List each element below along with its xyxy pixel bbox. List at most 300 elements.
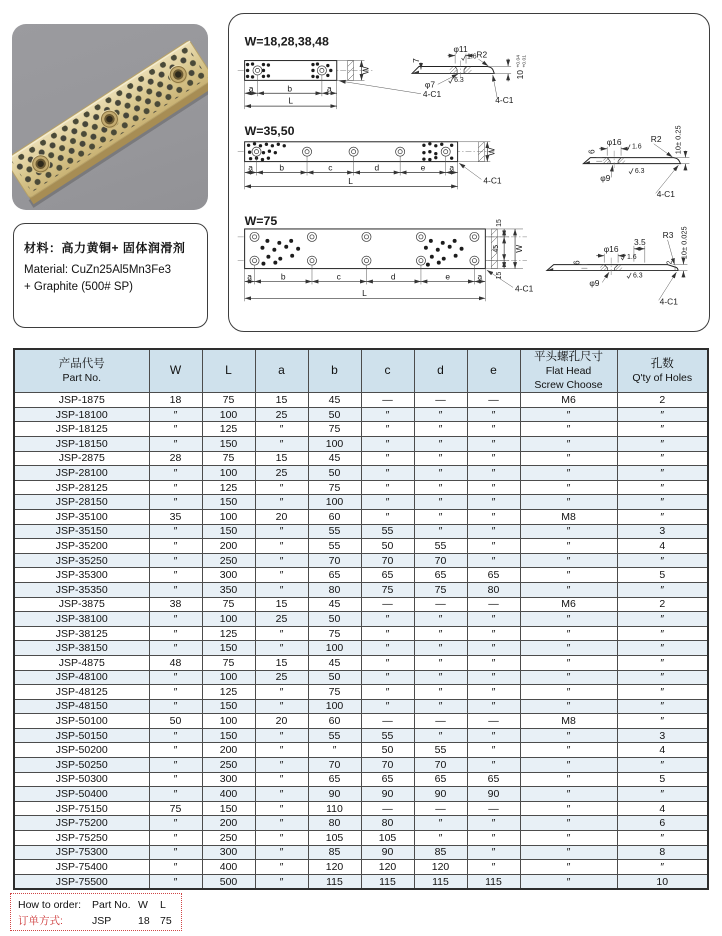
cell-L: 100 — [202, 670, 255, 685]
cell-L: 75 — [202, 451, 255, 466]
cell-holes: ″ — [617, 699, 708, 714]
cell-part-no: JSP-48100 — [14, 670, 149, 685]
cell-a: ″ — [255, 801, 308, 816]
cell-c: 65 — [361, 772, 414, 787]
cell-W: ″ — [149, 772, 202, 787]
cell-a: 20 — [255, 714, 308, 729]
cell-W: ″ — [149, 568, 202, 583]
cell-e: ″ — [467, 626, 520, 641]
drawing-w35-50 — [238, 124, 690, 199]
cell-W: ″ — [149, 612, 202, 627]
table-row — [14, 437, 708, 452]
cell-screw: ″ — [520, 437, 617, 452]
cell-d: ″ — [414, 480, 467, 495]
cell-W: ″ — [149, 728, 202, 743]
cell-L: 400 — [202, 860, 255, 875]
cell-part-no: JSP-38150 — [14, 641, 149, 656]
cell-part-no: JSP-38100 — [14, 612, 149, 627]
cell-b: ″ — [308, 743, 361, 758]
cell-screw: ″ — [520, 641, 617, 656]
cell-a: ″ — [255, 524, 308, 539]
cell-b: 45 — [308, 451, 361, 466]
table-row — [14, 874, 708, 889]
cell-screw: M6 — [520, 597, 617, 612]
cell-a: ″ — [255, 437, 308, 452]
cell-W: ″ — [149, 685, 202, 700]
table-row — [14, 816, 708, 831]
cell-b: 50 — [308, 407, 361, 422]
cell-screw: ″ — [520, 801, 617, 816]
dim-W: W — [513, 244, 524, 253]
cell-b: 55 — [308, 524, 361, 539]
cell-part-no: JSP-18100 — [14, 407, 149, 422]
dim-a1: a — [248, 83, 254, 94]
finish-bottom: 6.3 — [454, 76, 464, 84]
cell-d: ″ — [414, 437, 467, 452]
cell-W: ″ — [149, 553, 202, 568]
table-row — [14, 626, 708, 641]
cell-screw: ″ — [520, 772, 617, 787]
cell-b: 50 — [308, 466, 361, 481]
cell-part-no: JSP-28150 — [14, 495, 149, 510]
cell-e: ″ — [467, 845, 520, 860]
cell-a: ″ — [255, 699, 308, 714]
cell-part-no: JSP-48150 — [14, 699, 149, 714]
col-header-e: e — [467, 349, 520, 393]
cell-d: ″ — [414, 699, 467, 714]
cell-b: 75 — [308, 685, 361, 700]
drawing3-title: W=75 — [244, 213, 278, 228]
cell-e: ″ — [467, 422, 520, 437]
cell-W: ″ — [149, 874, 202, 889]
cell-W: 28 — [149, 451, 202, 466]
cell-screw: ″ — [520, 874, 617, 889]
cell-part-no: JSP-50200 — [14, 743, 149, 758]
cell-d: ″ — [414, 451, 467, 466]
cell-e: ″ — [467, 670, 520, 685]
cell-e: ″ — [467, 495, 520, 510]
cell-W: 50 — [149, 714, 202, 729]
cell-part-no: JSP-1875 — [14, 393, 149, 408]
cell-e: ″ — [467, 816, 520, 831]
cell-L: 500 — [202, 874, 255, 889]
cell-W: 35 — [149, 509, 202, 524]
cell-holes: ″ — [617, 466, 708, 481]
cell-c: — — [361, 801, 414, 816]
table-row — [14, 612, 708, 627]
dim-a1: a — [248, 162, 253, 173]
cell-e: ″ — [467, 612, 520, 627]
cell-screw: M8 — [520, 714, 617, 729]
cell-part-no: JSP-3875 — [14, 597, 149, 612]
dim-b: b — [287, 83, 293, 94]
cell-screw: ″ — [520, 845, 617, 860]
cell-d: ″ — [414, 466, 467, 481]
cell-holes: ″ — [617, 509, 708, 524]
cell-L: 100 — [202, 466, 255, 481]
cell-a: ″ — [255, 641, 308, 656]
cell-screw: ″ — [520, 728, 617, 743]
dim-chamfer-length: 3.5 — [634, 236, 646, 247]
table-row — [14, 655, 708, 670]
dim-d: d — [390, 271, 396, 282]
cell-c: ″ — [361, 407, 414, 422]
cell-b: 60 — [308, 714, 361, 729]
cell-W: ″ — [149, 758, 202, 773]
cell-d: ″ — [414, 728, 467, 743]
cell-W: ″ — [149, 860, 202, 875]
cell-L: 150 — [202, 495, 255, 510]
order-example-W: 18 — [138, 915, 150, 928]
cell-part-no: JSP-75300 — [14, 845, 149, 860]
cell-L: 200 — [202, 816, 255, 831]
cell-a: 25 — [255, 466, 308, 481]
cell-c: 75 — [361, 582, 414, 597]
cell-a: 25 — [255, 612, 308, 627]
cell-e: ″ — [467, 437, 520, 452]
dim-a2: a — [326, 83, 332, 94]
cell-a: ″ — [255, 553, 308, 568]
table-row — [14, 597, 708, 612]
cell-d: ″ — [414, 685, 467, 700]
cell-holes: ″ — [617, 451, 708, 466]
cell-part-no: JSP-50150 — [14, 728, 149, 743]
cell-L: 300 — [202, 845, 255, 860]
col-header-d: d — [414, 349, 467, 393]
cell-b: 45 — [308, 597, 361, 612]
cell-L: 125 — [202, 422, 255, 437]
cell-screw: ″ — [520, 758, 617, 773]
cell-holes: ″ — [617, 480, 708, 495]
cell-d: ″ — [414, 641, 467, 656]
cell-e: ″ — [467, 407, 520, 422]
cell-screw: ″ — [520, 553, 617, 568]
chamfer-label: 4-C1 — [483, 175, 502, 186]
table-row — [14, 787, 708, 802]
cell-W: ″ — [149, 582, 202, 597]
cell-W: ″ — [149, 699, 202, 714]
cell-holes: ″ — [617, 407, 708, 422]
cell-screw: ″ — [520, 699, 617, 714]
dim-countersink-depth: 6 — [586, 149, 597, 155]
cell-holes: 2 — [617, 597, 708, 612]
table-row — [14, 728, 708, 743]
cell-b: 100 — [308, 699, 361, 714]
cell-a: ″ — [255, 539, 308, 554]
dim-margin-bottom: 15 — [496, 271, 504, 280]
cell-c: ″ — [361, 466, 414, 481]
cell-L: 400 — [202, 787, 255, 802]
dim-hole-dia: φ7 — [424, 79, 436, 90]
cell-W: ″ — [149, 743, 202, 758]
cell-b: 45 — [308, 393, 361, 408]
cell-holes: ″ — [617, 787, 708, 802]
cell-d: ″ — [414, 816, 467, 831]
cell-L: 125 — [202, 480, 255, 495]
cell-W: ″ — [149, 845, 202, 860]
cell-e: — — [467, 714, 520, 729]
cell-a: ″ — [255, 860, 308, 875]
cell-b: 75 — [308, 480, 361, 495]
cell-d: 90 — [414, 787, 467, 802]
drawing1-title: W=18,28,38,48 — [244, 34, 329, 49]
cell-b: 45 — [308, 655, 361, 670]
cell-c: ″ — [361, 480, 414, 495]
cell-holes: ″ — [617, 582, 708, 597]
cell-e: ″ — [467, 553, 520, 568]
table-row — [14, 466, 708, 481]
cell-e: ″ — [467, 685, 520, 700]
cell-d: ″ — [414, 670, 467, 685]
cell-holes: ″ — [617, 831, 708, 846]
cell-holes: 6 — [617, 816, 708, 831]
cell-L: 75 — [202, 393, 255, 408]
order-example-L: 75 — [160, 915, 172, 928]
cell-c: ″ — [361, 495, 414, 510]
cell-W: 18 — [149, 393, 202, 408]
order-example-prefix: JSP — [92, 915, 112, 928]
cell-part-no: JSP-48125 — [14, 685, 149, 700]
cell-screw: ″ — [520, 743, 617, 758]
cell-L: 200 — [202, 743, 255, 758]
dim-radius: R2 — [476, 49, 488, 60]
cell-holes: 4 — [617, 743, 708, 758]
cell-a: ″ — [255, 816, 308, 831]
table-row — [14, 524, 708, 539]
cell-e: 65 — [467, 568, 520, 583]
cell-part-no: JSP-75400 — [14, 860, 149, 875]
cell-c: ″ — [361, 451, 414, 466]
table-row — [14, 845, 708, 860]
table-row — [14, 641, 708, 656]
cell-d: — — [414, 714, 467, 729]
cell-holes: 2 — [617, 393, 708, 408]
material-text-en2: + Graphite (500# SP) — [24, 280, 133, 293]
technical-drawings-panel — [228, 13, 710, 332]
cell-c: 55 — [361, 524, 414, 539]
cell-L: 350 — [202, 582, 255, 597]
cell-W: ″ — [149, 422, 202, 437]
cell-c: 70 — [361, 553, 414, 568]
dim-c: c — [328, 162, 333, 173]
cell-L: 250 — [202, 758, 255, 773]
cell-holes: 5 — [617, 772, 708, 787]
finish-top: 1.6 — [626, 254, 637, 262]
order-label-en: How to order: — [18, 899, 82, 911]
dim-c: c — [336, 271, 341, 282]
table-row — [14, 393, 708, 408]
cell-d: 55 — [414, 539, 467, 554]
col-header-c: c — [361, 349, 414, 393]
table-row — [14, 670, 708, 685]
chamfer-side-label: 4-C1 — [659, 296, 678, 307]
cell-c: 90 — [361, 845, 414, 860]
dim-radius: R3 — [662, 229, 674, 240]
cell-holes: ″ — [617, 553, 708, 568]
cell-c: ″ — [361, 626, 414, 641]
cell-screw: ″ — [520, 626, 617, 641]
cell-screw: ″ — [520, 612, 617, 627]
cell-c: 50 — [361, 743, 414, 758]
cell-c: — — [361, 393, 414, 408]
cell-c: ″ — [361, 437, 414, 452]
cell-screw: ″ — [520, 831, 617, 846]
table-row — [14, 422, 708, 437]
cell-part-no: JSP-75150 — [14, 801, 149, 816]
cell-b: 80 — [308, 582, 361, 597]
cell-b: 100 — [308, 437, 361, 452]
finish-bottom: 6.3 — [634, 167, 645, 175]
drawing2-title: W=35,50 — [244, 123, 295, 138]
order-label-zh: 订单方式: — [18, 915, 63, 928]
cell-part-no: JSP-28125 — [14, 480, 149, 495]
cell-W: 48 — [149, 655, 202, 670]
cell-a: ″ — [255, 728, 308, 743]
cell-W: ″ — [149, 407, 202, 422]
cell-c: ″ — [361, 655, 414, 670]
col-header-holes: 孔数 Q'ty of Holes — [617, 349, 708, 393]
cell-part-no: JSP-50250 — [14, 758, 149, 773]
cell-e: ″ — [467, 451, 520, 466]
cell-a: ″ — [255, 685, 308, 700]
cell-e: — — [467, 801, 520, 816]
cell-L: 100 — [202, 714, 255, 729]
cell-e: ″ — [467, 758, 520, 773]
dim-L: L — [362, 287, 367, 298]
dim-countersink-dia: φ16 — [606, 137, 622, 148]
cell-screw: ″ — [520, 524, 617, 539]
cell-e: ″ — [467, 728, 520, 743]
dim-a2: a — [449, 162, 455, 173]
finish-top: 1.6 — [631, 143, 642, 151]
cell-a: ″ — [255, 422, 308, 437]
cell-holes: ″ — [617, 641, 708, 656]
dim-L: L — [348, 175, 353, 186]
cell-c: 80 — [361, 816, 414, 831]
chamfer-label: 4-C1 — [515, 283, 534, 294]
cell-c: 65 — [361, 568, 414, 583]
cell-b: 110 — [308, 801, 361, 816]
cell-W: ″ — [149, 539, 202, 554]
dim-hole-dia: φ9 — [600, 172, 611, 183]
cell-screw: ″ — [520, 451, 617, 466]
cell-L: 150 — [202, 728, 255, 743]
table-row — [14, 831, 708, 846]
spec-table — [13, 348, 709, 890]
cell-part-no: JSP-35100 — [14, 509, 149, 524]
cell-L: 100 — [202, 612, 255, 627]
material-text-zh: 材料：高力黄铜+ 固体润滑剂 — [24, 241, 186, 255]
spec-table-section — [13, 348, 709, 890]
finish-top: 1.6 — [467, 53, 477, 61]
cell-b: 115 — [308, 874, 361, 889]
order-row-example — [18, 913, 181, 929]
order-info-box — [10, 893, 182, 931]
cell-d: 55 — [414, 743, 467, 758]
cell-a: ″ — [255, 582, 308, 597]
cell-W: ″ — [149, 626, 202, 641]
cell-part-no: JSP-35150 — [14, 524, 149, 539]
cell-screw: ″ — [520, 860, 617, 875]
side-view — [547, 226, 689, 306]
dim-thickness — [515, 55, 527, 80]
cell-e: 80 — [467, 582, 520, 597]
cell-a: ″ — [255, 480, 308, 495]
cell-e: ″ — [467, 539, 520, 554]
cell-W: ″ — [149, 495, 202, 510]
cell-part-no: JSP-35300 — [14, 568, 149, 583]
cell-part-no: JSP-75250 — [14, 831, 149, 846]
order-col-W: W — [138, 899, 148, 911]
cell-W: ″ — [149, 466, 202, 481]
cell-c: 115 — [361, 874, 414, 889]
cell-screw: ″ — [520, 816, 617, 831]
col-header-screw: 平头螺孔尺寸 Flat Head Screw Choose — [520, 349, 617, 393]
cell-L: 125 — [202, 626, 255, 641]
cell-screw: ″ — [520, 685, 617, 700]
cell-W: ″ — [149, 480, 202, 495]
cell-W: ″ — [149, 670, 202, 685]
cell-holes: ″ — [617, 626, 708, 641]
table-row — [14, 539, 708, 554]
cell-d: 120 — [414, 860, 467, 875]
cell-d: ″ — [414, 655, 467, 670]
cell-L: 100 — [202, 509, 255, 524]
cell-b: 85 — [308, 845, 361, 860]
table-row — [14, 699, 708, 714]
cell-screw: M6 — [520, 393, 617, 408]
cell-c: ″ — [361, 670, 414, 685]
cell-d: 75 — [414, 582, 467, 597]
cell-W: ″ — [149, 641, 202, 656]
table-row — [14, 758, 708, 773]
cell-part-no: JSP-35250 — [14, 553, 149, 568]
cell-c: — — [361, 714, 414, 729]
dim-W: W — [360, 66, 371, 75]
cell-a: ″ — [255, 568, 308, 583]
table-row — [14, 451, 708, 466]
table-row — [14, 568, 708, 583]
cell-a: ″ — [255, 626, 308, 641]
cell-holes: 3 — [617, 524, 708, 539]
cell-b: 105 — [308, 831, 361, 846]
dim-thickness: 10± 0.025 — [679, 226, 689, 260]
cell-a: ″ — [255, 787, 308, 802]
table-header-row — [14, 349, 708, 393]
cell-a: ″ — [255, 831, 308, 846]
cell-L: 125 — [202, 685, 255, 700]
dim-thickness: 10± 0.25 — [673, 125, 683, 155]
cell-b: 50 — [308, 670, 361, 685]
cell-e: ″ — [467, 509, 520, 524]
cell-d: 115 — [414, 874, 467, 889]
cell-holes: ″ — [617, 860, 708, 875]
dim-tip-height: 2 — [666, 260, 674, 265]
cell-holes: 10 — [617, 874, 708, 889]
dim-b: b — [279, 162, 285, 173]
cell-L: 200 — [202, 539, 255, 554]
cell-L: 250 — [202, 553, 255, 568]
cell-b: 75 — [308, 422, 361, 437]
cell-b: 50 — [308, 612, 361, 627]
cell-b: 65 — [308, 772, 361, 787]
cell-screw: M8 — [520, 509, 617, 524]
cell-d: ″ — [414, 612, 467, 627]
cell-part-no: JSP-35350 — [14, 582, 149, 597]
cell-part-no: JSP-50400 — [14, 787, 149, 802]
cell-d: 85 — [414, 845, 467, 860]
cell-part-no: JSP-2875 — [14, 451, 149, 466]
